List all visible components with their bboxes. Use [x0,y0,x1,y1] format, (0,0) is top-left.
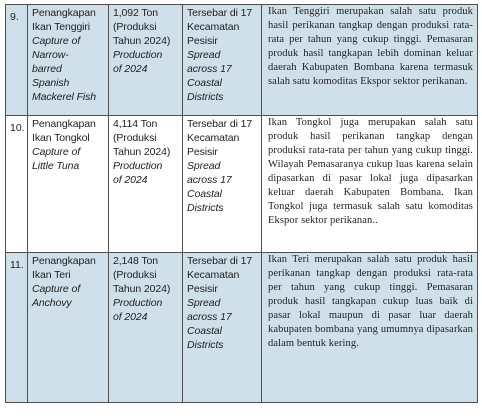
description-text: Ikan Teri merupakan salah satu produk hasil perikanan tangkap dengan produksi rata-rata per tahun yang cukup tinggi. Pemasaran produk hasil tangkapan cukup luas baik di pasar lokal maupun di pasar luar daerah kabupaten bombana yang umumnya dipasarkan dalam bentuk kering. [268,254,473,349]
amount-en: Production of 2024 [113,160,163,186]
category-en: Capture of Anchovy [32,283,81,309]
area-id: Tersebar di 17 Kecamatan Pesisir [187,7,253,47]
row-number: 10. [10,122,25,134]
amount-en: Production of 2024 [113,297,163,323]
area-id: Tersebar di 17 Kecamatan Pesisir [187,255,253,295]
area-cell [183,5,262,116]
category-cell [28,253,109,403]
description-cell [262,253,478,403]
area-en: Spread across 17 Coastal Districts [187,297,232,351]
category-id: Penangkapan Ikan Tenggiri [32,7,96,33]
description-cell [262,116,478,253]
category-id: Penangkapan Ikan Teri [32,255,96,281]
amount-id: 4,114 Ton (Produksi Tahun 2024) [113,118,171,158]
amount-cell [109,253,183,403]
table-row [6,5,478,116]
area-cell [183,116,262,253]
amount-id: 1,092 Ton (Produksi Tahun 2024) [113,7,171,47]
area-id: Tersebar di 17 Kecamatan Pesisir [187,118,253,158]
description-text: Ikan Tenggiri merupakan salah satu produk hasil perikanan tangkap dengan produksi rata-rata per tahun yang cukup tinggi. Pemasaran produk hasil tangkapan lebih dominan keluar daerah Kabupaten Bombana karena termasuk salah satu komoditas Ekspor sektor perikanan. [268,6,473,87]
category-en: Capture of Narrow- barred Spanish Mackerel Fish [32,35,97,103]
description-text: Ikan Tongkol juga merupakan salah satu produk hasil perikanan tangkap dengan produksi rata-rata per tahun yang cukup tinggi. Wilayah Pemasaranya cukup luas karena selain dipasarkan di pasar lokal juga dipasarkan keluar daerah Kabupaten Bombana. Ikan Tongkol juga termasuk salah satu komoditas Ekspor sektor perikanan.. [268,117,473,226]
area-cell [183,253,262,403]
row-number-cell [6,5,28,116]
category-cell [28,5,109,116]
fisheries-commodity-table [5,4,478,403]
amount-cell [109,5,183,116]
row-number-cell [6,253,28,403]
amount-id: 2,148 Ton (Produksi Tahun 2024) [113,255,171,295]
amount-en: Production of 2024 [113,49,163,75]
category-id: Penangkapan Ikan Tongkol [32,118,96,144]
amount-cell [109,116,183,253]
row-number: 9. [10,11,19,23]
table-row [6,116,478,253]
category-en: Capture of Little Tuna [32,146,81,172]
description-cell [262,5,478,116]
area-en: Spread across 17 Coastal Districts [187,49,232,103]
row-number-cell [6,116,28,253]
category-cell [28,116,109,253]
row-number: 11. [10,259,24,271]
area-en: Spread across 17 Coastal Districts [187,160,232,214]
table-row [6,253,478,403]
